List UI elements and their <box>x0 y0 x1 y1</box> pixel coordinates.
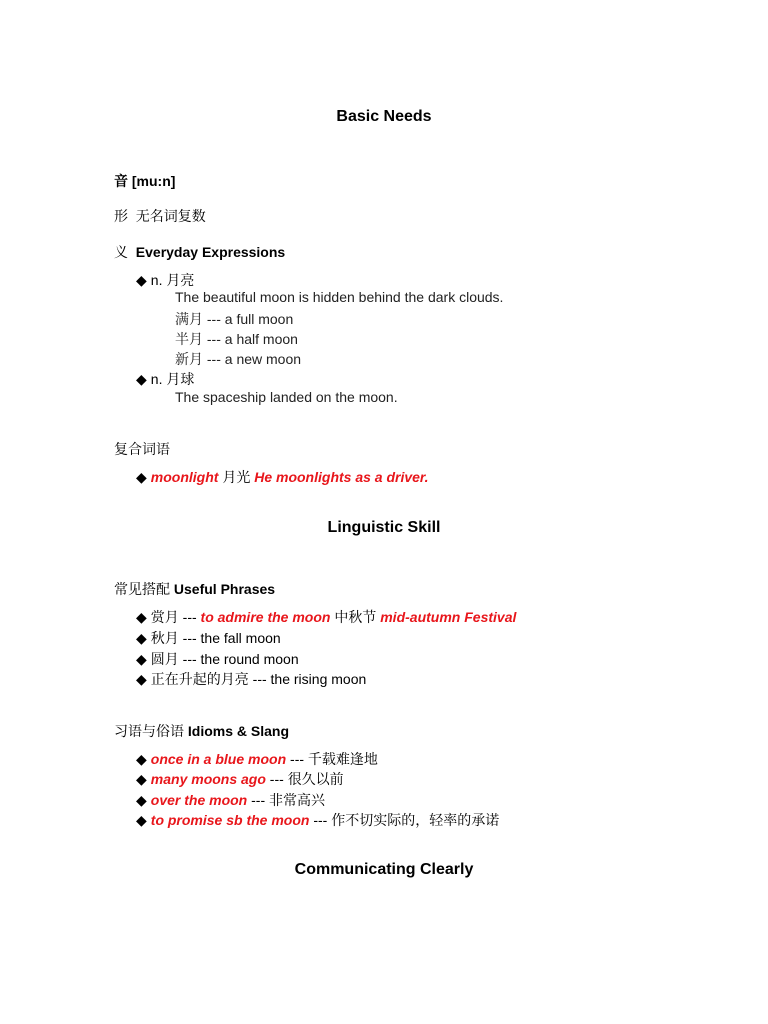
example-line: 满月 --- a full moon <box>175 311 294 327</box>
example-line: 半月 --- a half moon <box>175 331 298 347</box>
idioms-label-en: Idioms & Slang <box>187 723 290 739</box>
pronunciation-label: 音 <box>114 173 128 189</box>
diamond-bullet-icon: ◆ <box>136 671 147 687</box>
diamond-bullet-icon: ◆ <box>136 371 147 387</box>
phrase-item <box>136 607 516 627</box>
idiom-en: to promise sb the moon <box>150 812 310 828</box>
compound-item <box>136 467 429 487</box>
sense-2 <box>136 369 194 389</box>
section-title-communicating-clearly: Communicating Clearly <box>294 861 474 878</box>
compound-cn: 月光 <box>218 469 255 485</box>
example-line: The spaceship landed on the moon. <box>175 389 398 405</box>
idiom-cn: --- 作不切实际的，轻率的承诺 <box>309 812 500 828</box>
diamond-bullet-icon: ◆ <box>136 812 147 828</box>
idiom-item <box>136 790 325 810</box>
pronunciation-line <box>114 171 175 191</box>
phrases-label-cn: 常见搭配 <box>114 581 174 597</box>
diamond-bullet-icon: ◆ <box>136 272 147 288</box>
phrase-item <box>136 669 366 689</box>
idioms-label-cn: 习语与俗语 <box>114 723 188 739</box>
sense-pos: n. 月球 <box>150 371 195 387</box>
example-line: 新月 --- a new moon <box>175 351 302 367</box>
phrase-cn2: 中秋节 <box>330 609 381 625</box>
form-value: 无名词复数 <box>135 208 206 224</box>
meaning-line <box>114 242 285 262</box>
diamond-bullet-icon: ◆ <box>136 792 147 808</box>
diamond-bullet-icon: ◆ <box>136 771 147 787</box>
compound-example: He moonlights as a driver. <box>254 469 429 485</box>
section-title-linguistic-skill: Linguistic Skill <box>327 519 441 536</box>
meaning-label: 义 <box>114 244 128 260</box>
phrases-label-en: Useful Phrases <box>173 581 276 597</box>
phrase-item <box>136 649 299 669</box>
phrase-text: 秋月 --- the fall moon <box>150 630 281 646</box>
idioms-heading <box>114 721 289 741</box>
sense-pos: n. 月亮 <box>150 272 195 288</box>
idiom-cn: --- 很久以前 <box>265 771 344 787</box>
phrase-text: 正在升起的月亮 --- the rising moon <box>150 671 367 687</box>
section-title-basic-needs: Basic Needs <box>336 108 432 125</box>
diamond-bullet-icon: ◆ <box>136 630 147 646</box>
phrases-heading <box>114 579 275 599</box>
example-line: The beautiful moon is hidden behind the dark clouds. <box>175 289 504 305</box>
compound-label: 复合词语 <box>114 441 170 457</box>
diamond-bullet-icon: ◆ <box>136 469 147 485</box>
idiom-item <box>136 749 378 769</box>
idiom-en: many moons ago <box>150 771 266 787</box>
phrase-item <box>136 628 281 648</box>
idiom-cn: --- 千载难逢地 <box>286 751 378 767</box>
compound-word: moonlight <box>150 469 219 485</box>
meaning-value: Everyday Expressions <box>135 244 286 260</box>
phrase-en2: mid-autumn Festival <box>380 609 517 625</box>
phrase-text: 圆月 --- the round moon <box>150 651 299 667</box>
form-label: 形 <box>114 208 128 224</box>
phrase-cn: 赏月 --- <box>150 609 201 625</box>
diamond-bullet-icon: ◆ <box>136 651 147 667</box>
sense-1 <box>136 270 194 290</box>
idiom-en: once in a blue moon <box>150 751 287 767</box>
idiom-cn: --- 非常高兴 <box>247 792 326 808</box>
idiom-item <box>136 769 344 789</box>
phrase-en: to admire the moon <box>200 609 331 625</box>
idiom-en: over the moon <box>150 792 248 808</box>
idiom-item <box>136 810 499 830</box>
diamond-bullet-icon: ◆ <box>136 751 147 767</box>
pronunciation-value: [mu:n] <box>131 173 176 189</box>
form-line <box>114 206 206 226</box>
diamond-bullet-icon: ◆ <box>136 609 147 625</box>
